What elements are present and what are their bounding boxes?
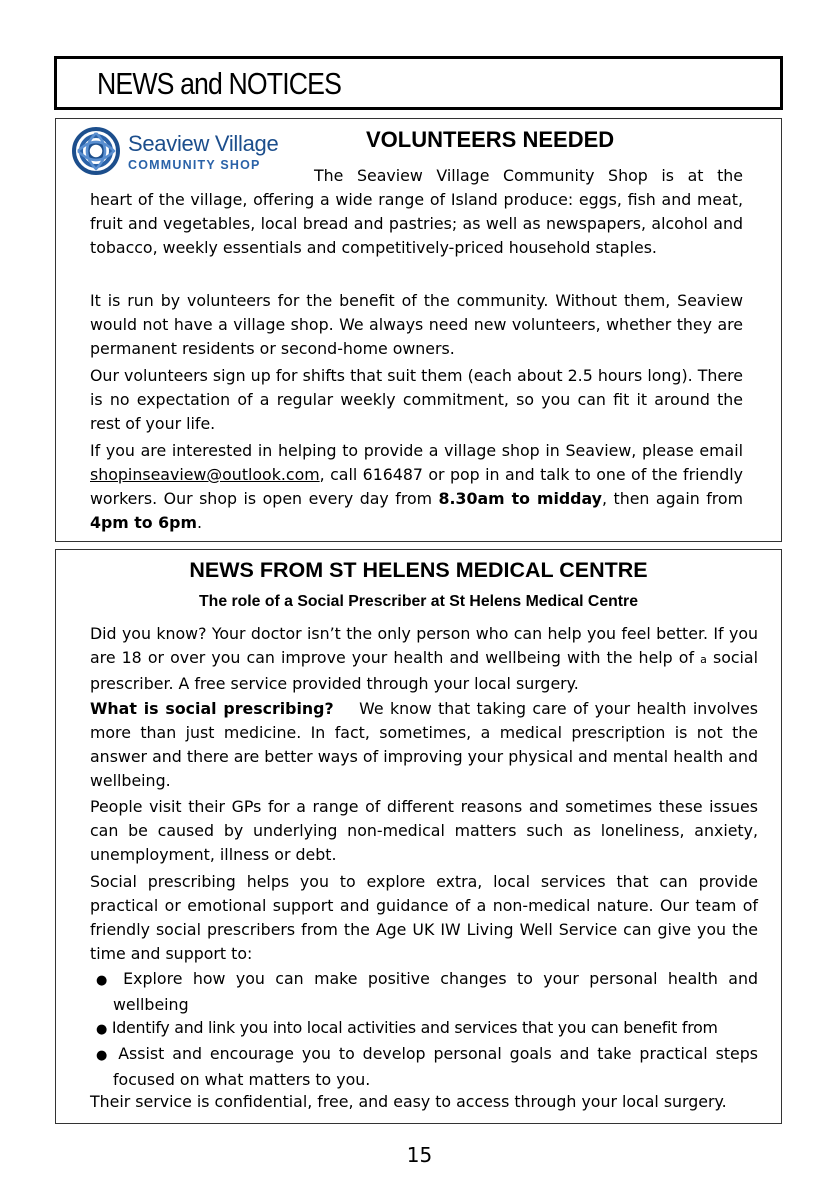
p1-small-a: a — [700, 653, 707, 666]
volunteers-p1-first: The Seaview Village Community Shop is at the — [314, 166, 743, 185]
opening-time-morning: 8.30am to midday — [438, 489, 602, 508]
bullet-icon: ● — [96, 973, 113, 988]
bullet-icon: ● — [96, 1022, 108, 1037]
medical-heading: NEWS FROM ST HELENS MEDICAL CENTRE — [189, 558, 648, 582]
medical-closing: Their service is confidential, free, and easy to access through your local surgery. — [90, 1092, 727, 1111]
section-title: NEWS and NOTICES — [97, 66, 342, 101]
volunteers-paragraph-3: Our volunteers sign up for shifts that suit them (each about 2.5 hours long). There is no expectation of a regular weekly commitment, so you can fit it around the rest of your life. — [90, 366, 743, 433]
p2-text: We know that taking care of your health involves more than just medicine. In fact, sometimes, a medical prescription is not the answer and there are better ways of improving your physical and mental health and wellbeing. — [90, 699, 759, 790]
section-title-box — [54, 56, 783, 110]
p4-text-d: . — [196, 513, 202, 532]
bullet-text: Assist and encourage you to develop personal goals and take practical steps focused on what matters to you. — [113, 1044, 758, 1089]
list-item — [96, 1042, 758, 1092]
bullet-text: Identify and link you into local activities and services that you can benefit from — [111, 1018, 718, 1037]
volunteers-p1-rest: heart of the village, offering a wide range of Island produce: eggs, fish and meat, fruit and vegetables, local bread and pastries; as well as newspapers, alcohol and tobacco, weekly essentials and competitively-priced household staples. — [90, 190, 743, 257]
medical-subheading: The role of a Social Prescriber at St Helens Medical Centre — [199, 593, 638, 610]
shop-email-link[interactable]: shopinseaview@outlook.com — [90, 465, 320, 484]
logo-subtitle: COMMUNITY SHOP — [128, 158, 261, 172]
p4-text-c: , then again from — [601, 489, 743, 508]
medical-paragraph-1 — [90, 622, 758, 696]
p2-bold-question: What is social prescribing? — [90, 699, 334, 718]
medical-paragraph-3: People visit their GPs for a range of different reasons and sometimes these issues can be caused by underlying non-medical matters such as loneliness, anxiety, unemployment, illness or debt. — [90, 797, 758, 864]
p1-text-a: Did you know? Your doctor isn’t the only person who can help you feel better. If you are 18 or over you can improve your health and wellbeing with the help of — [90, 624, 758, 667]
volunteers-heading: VOLUNTEERS NEEDED — [366, 127, 615, 152]
p4-text-a: If you are interested in helping to provide a village shop in Seaview, please email — [90, 441, 743, 460]
volunteers-panel — [55, 118, 782, 542]
medical-panel — [55, 549, 782, 1124]
volunteers-paragraph-2: It is run by volunteers for the benefit of the community. Without them, Seaview would not have a village shop. We always need new volunteers, whether they are permanent residents or second-home owners. — [90, 291, 743, 358]
medical-paragraph-2 — [90, 697, 758, 793]
list-item — [96, 967, 758, 1017]
page-number: 15 — [406, 1143, 433, 1167]
logo-name: Seaview Village — [128, 131, 279, 156]
volunteers-paragraph-1 — [90, 164, 743, 260]
volunteers-paragraph-4 — [90, 439, 743, 535]
opening-time-afternoon: 4pm to 6pm — [90, 513, 197, 532]
medical-paragraph-4: Social prescribing helps you to explore extra, local services that can provide practical or emotional support and guidance of a non-medical nature. Our team of friendly social prescribers from the Age UK IW Living Well Service can give you the time and support to: — [90, 872, 758, 963]
p4-text-b: , call 616487 or pop in and talk to one of the friendly workers. Our shop is open every day from — [90, 465, 743, 508]
bullet-text: Explore how you can make positive changes to your personal health and wellbeing — [113, 969, 759, 1014]
p1-text-b: social prescriber. A free service provided through your local surgery. — [90, 648, 759, 693]
bullet-icon: ● — [96, 1048, 111, 1063]
list-item — [96, 1016, 758, 1042]
